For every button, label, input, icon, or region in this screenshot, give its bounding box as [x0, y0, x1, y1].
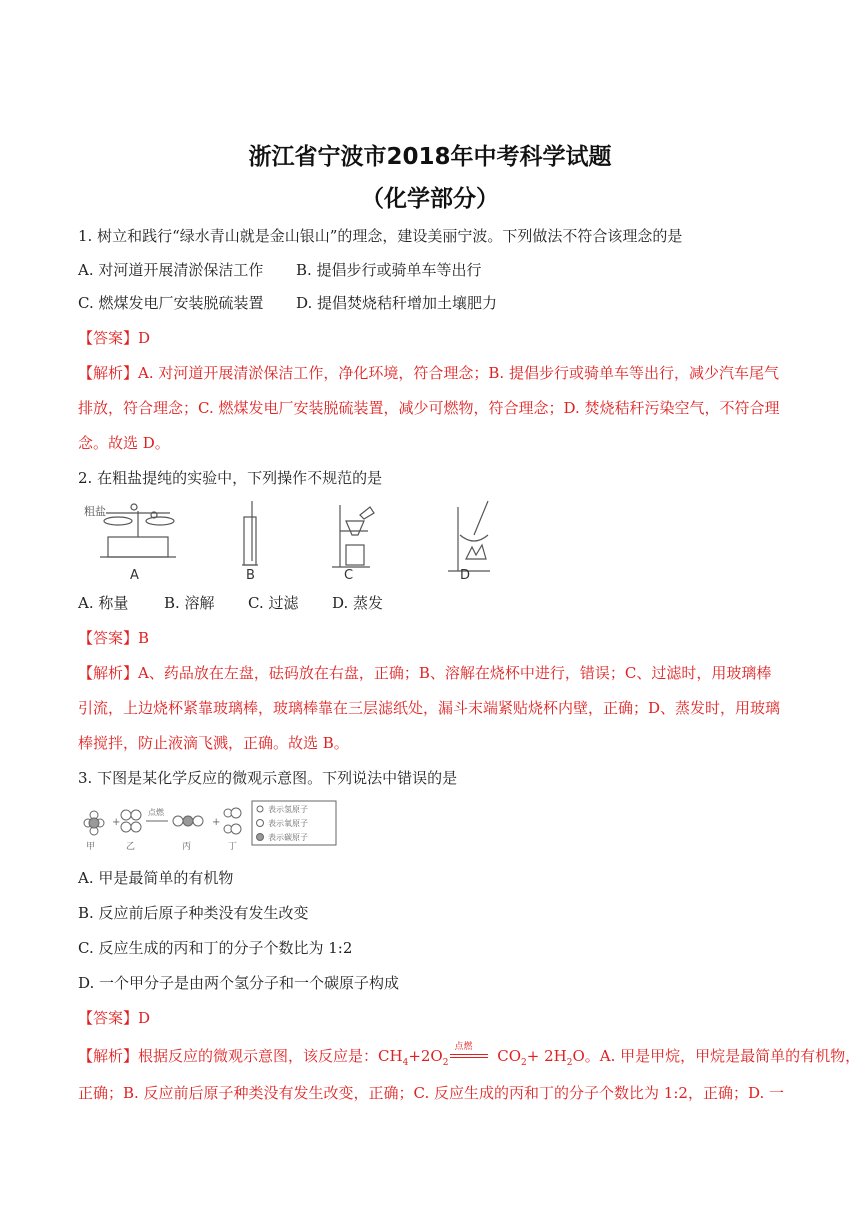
fig-label-c: C	[344, 568, 354, 583]
analysis-tag: 【解析】	[78, 364, 139, 382]
legend-o	[257, 820, 264, 827]
q3-reaction-figure	[78, 797, 340, 851]
label-ding: 丁	[228, 842, 238, 851]
legend-c-text: 表示碳原子	[268, 833, 308, 842]
q1-options-row1	[78, 260, 482, 280]
q1-stem: 1. 树立和践行“绿水青山就是金山银山”的理念，建设美丽宁波。下列做法不符合该理念的是	[78, 227, 683, 245]
fig-salt-label: 粗盐	[84, 505, 106, 518]
evaporating-dish	[460, 535, 488, 541]
q1-option-a: A. 对河道开展清淤保洁工作	[78, 261, 264, 279]
plus-sign: +	[212, 817, 221, 828]
subscript: 4	[402, 1058, 409, 1068]
pouring-beaker	[360, 507, 374, 519]
analysis-tag: 【解析】	[78, 1047, 139, 1065]
c-atom	[89, 818, 99, 828]
o-atom	[121, 810, 131, 820]
q2-options	[78, 593, 383, 613]
o-atom	[121, 822, 131, 832]
q1-option-d: D. 提倡焚烧秸秆增加土壤肥力	[296, 294, 498, 312]
equation-part: + 2H	[526, 1047, 567, 1065]
q2-option-c: C. 过滤	[248, 594, 299, 612]
o-atom	[193, 816, 203, 826]
legend-h	[257, 806, 263, 812]
equation-line	[450, 1057, 488, 1058]
page-subtitle: （化学部分）	[361, 186, 499, 212]
q3-option-c: C. 反应生成的丙和丁的分子个数比为 1:2	[78, 939, 353, 957]
equation-condition-text: 点燃	[454, 1042, 473, 1052]
answer-tag: 【答案】	[78, 629, 139, 647]
page-title: 浙江省宁波市2018年中考科学试题	[248, 144, 612, 170]
answer-tag: 【答案】	[78, 1009, 139, 1027]
subscript: 2	[442, 1058, 449, 1068]
legend-c	[257, 834, 264, 841]
fig-label-a: A	[130, 568, 139, 583]
fig-label-d: D	[460, 568, 471, 583]
q3-answer	[78, 1008, 150, 1028]
analysis-text: A、药品放在左盘，砝码放在右盘，正确；B、溶解在烧杯中进行，错误；C、过滤时，用玻璃棒	[138, 664, 772, 682]
q3-option-a: A. 甲是最简单的有机物	[78, 869, 234, 887]
q3-option-b: B. 反应前后原子种类没有发生改变	[78, 904, 309, 922]
q2-lab-figure	[78, 495, 508, 587]
q2-option-b: B. 溶解	[164, 594, 215, 612]
glass-rod-d	[474, 501, 488, 535]
q3-stem: 3. 下图是某化学反应的微观示意图。下列说法中错误的是	[78, 769, 458, 787]
funnel	[346, 521, 364, 535]
q1-option-b: B. 提倡步行或骑单车等出行	[296, 261, 482, 279]
q1-analysis-line1	[78, 363, 779, 383]
equation-part: CO	[492, 1047, 522, 1065]
label-yi: 乙	[126, 842, 136, 851]
balance-base	[108, 537, 168, 557]
fig-label-b: B	[246, 568, 255, 583]
equation-condition	[448, 1042, 492, 1066]
q2-analysis-line2: 引流，上边烧杯紧靠玻璃棒，玻璃棒靠在三层滤纸处，漏斗末端紧贴烧杯内壁，正确；D、蒸发时，用玻璃	[78, 699, 781, 717]
right-pan	[146, 517, 174, 525]
equation-intro: 根据反应的微观示意图，该反应是：CH	[138, 1047, 403, 1065]
q1-option-c: C. 燃煤发电厂安装脱硫装置	[78, 294, 264, 312]
o-atom	[231, 824, 241, 834]
answer-value: D	[138, 329, 151, 347]
equation-part: O。A. 甲是甲烷，甲烷是最简单的有机物，	[572, 1047, 860, 1065]
q2-option-d: D. 蒸发	[332, 594, 384, 612]
answer-value: D	[138, 1009, 151, 1027]
subscript: 2	[566, 1058, 573, 1068]
o-atom	[173, 816, 183, 826]
analysis-tag: 【解析】	[78, 664, 139, 682]
plus-sign: +	[112, 817, 121, 828]
answer-tag: 【答案】	[78, 329, 139, 347]
q2-option-a: A. 称量	[78, 594, 129, 612]
o-atom	[131, 810, 141, 820]
legend-h-text: 表示氢原子	[268, 805, 308, 814]
q1-answer	[78, 328, 150, 348]
label-jia: 甲	[86, 842, 96, 851]
answer-value: B	[138, 629, 150, 647]
q1-analysis-line3: 念。故选 D。	[78, 434, 170, 452]
equation-part: +2O	[408, 1047, 443, 1065]
analysis-text: A. 对河道开展清淤保洁工作，净化环境，符合理念；B. 提倡步行或骑单车等出行，减少汽车尾气	[138, 364, 779, 382]
reaction-condition: 点燃	[148, 808, 164, 817]
subscript: 2	[521, 1058, 527, 1068]
left-pan	[104, 517, 132, 525]
o-atom	[131, 822, 141, 832]
beaker-c	[346, 545, 364, 565]
label-bing: 丙	[182, 842, 192, 851]
q3-analysis-line1	[78, 1042, 860, 1073]
c-atom	[183, 816, 193, 826]
o-atom	[231, 808, 241, 818]
flame	[466, 545, 486, 559]
q1-options-row2	[78, 293, 497, 313]
weight-knob	[131, 504, 137, 510]
legend-o-text: 表示氧原子	[268, 819, 308, 828]
equation-line	[450, 1054, 488, 1055]
q2-stem: 2. 在粗盐提纯的实验中，下列操作不规范的是	[78, 469, 383, 487]
q2-analysis-line3: 棒搅拌，防止液滴飞溅，正确。故选 B。	[78, 734, 349, 752]
q3-analysis-line2: 正确；B. 反应前后原子种类没有发生改变，正确；C. 反应生成的丙和丁的分子个数比为 1:2，正确；D. 一	[78, 1084, 784, 1102]
q1-analysis-line2: 排放，符合理念；C. 燃煤发电厂安装脱硫装置，减少可燃物，符合理念；D. 焚烧秸秆污染空气，不符合理	[78, 399, 780, 417]
q2-analysis-line1	[78, 663, 771, 683]
q3-option-d: D. 一个甲分子是由两个氢分子和一个碳原子构成	[78, 974, 400, 992]
q2-answer	[78, 628, 149, 648]
cylinder	[244, 517, 256, 565]
